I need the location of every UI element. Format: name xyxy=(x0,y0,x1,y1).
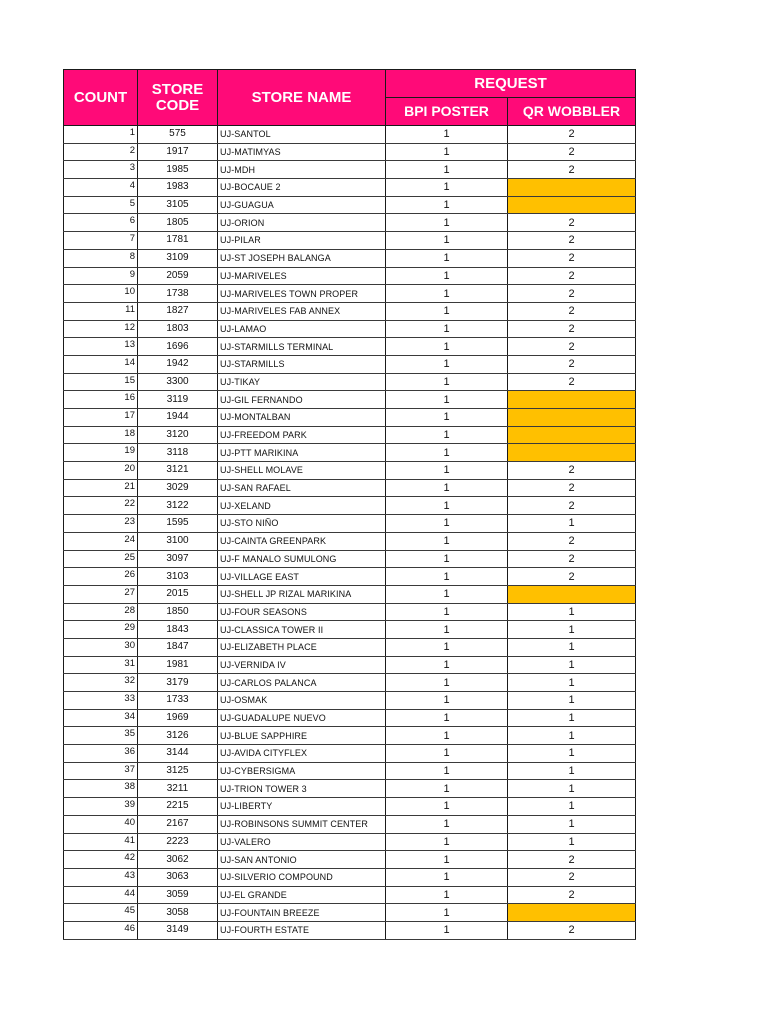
cell-bpi-poster: 1 xyxy=(386,886,508,904)
cell-count: 24 xyxy=(64,532,138,550)
table-row xyxy=(64,727,636,745)
cell-bpi-poster: 1 xyxy=(386,214,508,232)
table-row xyxy=(64,868,636,886)
cell-count: 8 xyxy=(64,249,138,267)
cell-store-code: 3103 xyxy=(138,568,218,586)
cell-qr-wobbler: 1 xyxy=(508,621,636,639)
store-request-table xyxy=(63,69,636,940)
cell-count: 37 xyxy=(64,762,138,780)
table-row xyxy=(64,638,636,656)
cell-store-code: 1969 xyxy=(138,709,218,727)
header-store-name: STORE NAME xyxy=(218,70,386,126)
cell-store-name: UJ-LAMAO xyxy=(218,320,386,338)
table-row xyxy=(64,621,636,639)
table-row xyxy=(64,762,636,780)
cell-store-name: UJ-VALERO xyxy=(218,833,386,851)
table-row xyxy=(64,780,636,798)
table-body xyxy=(64,126,636,940)
cell-qr-wobbler: 1 xyxy=(508,692,636,710)
cell-store-code: 1805 xyxy=(138,214,218,232)
cell-bpi-poster: 1 xyxy=(386,692,508,710)
cell-store-name: UJ-SAN ANTONIO xyxy=(218,851,386,869)
cell-store-name: UJ-GUADALUPE NUEVO xyxy=(218,709,386,727)
cell-store-code: 1733 xyxy=(138,692,218,710)
cell-bpi-poster: 1 xyxy=(386,409,508,427)
cell-store-code: 2167 xyxy=(138,815,218,833)
cell-count: 39 xyxy=(64,798,138,816)
cell-qr-wobbler: 1 xyxy=(508,515,636,533)
cell-store-name: UJ-PTT MARIKINA xyxy=(218,444,386,462)
cell-store-name: UJ-MARIVELES FAB ANNEX xyxy=(218,302,386,320)
header-store-code xyxy=(138,70,218,126)
header-bpi-poster: BPI POSTER xyxy=(386,98,508,126)
cell-qr-wobbler xyxy=(508,904,636,922)
cell-qr-wobbler: 2 xyxy=(508,479,636,497)
table-row xyxy=(64,532,636,550)
cell-store-name: UJ-SHELL MOLAVE xyxy=(218,462,386,480)
cell-count: 41 xyxy=(64,833,138,851)
table-row xyxy=(64,745,636,763)
cell-count: 44 xyxy=(64,886,138,904)
table-row xyxy=(64,674,636,692)
cell-bpi-poster: 1 xyxy=(386,568,508,586)
cell-store-code: 3120 xyxy=(138,426,218,444)
cell-count: 19 xyxy=(64,444,138,462)
cell-count: 18 xyxy=(64,426,138,444)
table-row xyxy=(64,568,636,586)
cell-bpi-poster: 1 xyxy=(386,285,508,303)
cell-bpi-poster: 1 xyxy=(386,868,508,886)
cell-qr-wobbler: 1 xyxy=(508,638,636,656)
cell-bpi-poster: 1 xyxy=(386,762,508,780)
cell-count: 5 xyxy=(64,196,138,214)
cell-count: 6 xyxy=(64,214,138,232)
cell-store-code: 3126 xyxy=(138,727,218,745)
cell-store-name: UJ-STARMILLS TERMINAL xyxy=(218,338,386,356)
cell-store-code: 1827 xyxy=(138,302,218,320)
cell-bpi-poster: 1 xyxy=(386,232,508,250)
cell-count: 4 xyxy=(64,179,138,197)
table-row xyxy=(64,320,636,338)
cell-store-code: 3122 xyxy=(138,497,218,515)
cell-bpi-poster: 1 xyxy=(386,479,508,497)
cell-count: 2 xyxy=(64,143,138,161)
table-row xyxy=(64,179,636,197)
cell-store-name: UJ-CAINTA GREENPARK xyxy=(218,532,386,550)
cell-count: 34 xyxy=(64,709,138,727)
cell-qr-wobbler: 2 xyxy=(508,214,636,232)
cell-count: 1 xyxy=(64,126,138,144)
cell-store-code: 3211 xyxy=(138,780,218,798)
cell-store-name: UJ-VILLAGE EAST xyxy=(218,568,386,586)
cell-store-name: UJ-F MANALO SUMULONG xyxy=(218,550,386,568)
cell-store-name: UJ-ROBINSONS SUMMIT CENTER xyxy=(218,815,386,833)
table-row xyxy=(64,709,636,727)
table-row xyxy=(64,497,636,515)
cell-store-code: 3062 xyxy=(138,851,218,869)
cell-store-code: 3058 xyxy=(138,904,218,922)
cell-count: 42 xyxy=(64,851,138,869)
cell-qr-wobbler: 1 xyxy=(508,815,636,833)
table-row xyxy=(64,692,636,710)
cell-bpi-poster: 1 xyxy=(386,462,508,480)
header-request: REQUEST xyxy=(386,70,636,98)
cell-store-name: UJ-FOUNTAIN BREEZE xyxy=(218,904,386,922)
cell-store-code: 1917 xyxy=(138,143,218,161)
cell-count: 10 xyxy=(64,285,138,303)
cell-bpi-poster: 1 xyxy=(386,921,508,939)
cell-qr-wobbler xyxy=(508,426,636,444)
cell-qr-wobbler: 1 xyxy=(508,745,636,763)
cell-qr-wobbler xyxy=(508,444,636,462)
cell-store-code: 3300 xyxy=(138,373,218,391)
cell-store-name: UJ-ELIZABETH PLACE xyxy=(218,638,386,656)
cell-count: 20 xyxy=(64,462,138,480)
cell-qr-wobbler: 2 xyxy=(508,568,636,586)
cell-qr-wobbler: 2 xyxy=(508,462,636,480)
cell-bpi-poster: 1 xyxy=(386,426,508,444)
cell-store-name: UJ-MATIMYAS xyxy=(218,143,386,161)
cell-bpi-poster: 1 xyxy=(386,161,508,179)
cell-store-name: UJ-BOCAUE 2 xyxy=(218,179,386,197)
cell-store-name: UJ-SAN RAFAEL xyxy=(218,479,386,497)
cell-store-name: UJ-ORION xyxy=(218,214,386,232)
table-row xyxy=(64,833,636,851)
table-row xyxy=(64,143,636,161)
cell-bpi-poster: 1 xyxy=(386,727,508,745)
cell-qr-wobbler: 1 xyxy=(508,833,636,851)
cell-bpi-poster: 1 xyxy=(386,798,508,816)
cell-qr-wobbler: 1 xyxy=(508,780,636,798)
cell-store-code: 3144 xyxy=(138,745,218,763)
cell-store-name: UJ-TIKAY xyxy=(218,373,386,391)
cell-store-code: 1781 xyxy=(138,232,218,250)
table-row xyxy=(64,479,636,497)
cell-count: 3 xyxy=(64,161,138,179)
cell-store-code: 1803 xyxy=(138,320,218,338)
table-row xyxy=(64,603,636,621)
cell-store-code: 3105 xyxy=(138,196,218,214)
cell-qr-wobbler: 2 xyxy=(508,338,636,356)
cell-bpi-poster: 1 xyxy=(386,249,508,267)
table-row xyxy=(64,515,636,533)
table-row xyxy=(64,851,636,869)
cell-qr-wobbler: 2 xyxy=(508,886,636,904)
cell-count: 40 xyxy=(64,815,138,833)
cell-store-name: UJ-CARLOS PALANCA xyxy=(218,674,386,692)
cell-store-name: UJ-XELAND xyxy=(218,497,386,515)
cell-store-name: UJ-PILAR xyxy=(218,232,386,250)
cell-count: 29 xyxy=(64,621,138,639)
cell-store-code: 3059 xyxy=(138,886,218,904)
cell-store-name: UJ-FOURTH ESTATE xyxy=(218,921,386,939)
cell-bpi-poster: 1 xyxy=(386,302,508,320)
cell-bpi-poster: 1 xyxy=(386,373,508,391)
table-row xyxy=(64,409,636,427)
cell-qr-wobbler: 2 xyxy=(508,285,636,303)
table-row xyxy=(64,232,636,250)
cell-count: 26 xyxy=(64,568,138,586)
cell-store-code: 3097 xyxy=(138,550,218,568)
cell-store-code: 3109 xyxy=(138,249,218,267)
table-row xyxy=(64,214,636,232)
cell-qr-wobbler: 2 xyxy=(508,921,636,939)
cell-store-name: UJ-SILVERIO COMPOUND xyxy=(218,868,386,886)
cell-qr-wobbler: 2 xyxy=(508,320,636,338)
cell-store-code: 1595 xyxy=(138,515,218,533)
cell-bpi-poster: 1 xyxy=(386,179,508,197)
cell-store-name: UJ-STO NIÑO xyxy=(218,515,386,533)
header-count: COUNT xyxy=(64,70,138,126)
table-row xyxy=(64,426,636,444)
cell-bpi-poster: 1 xyxy=(386,355,508,373)
table-row xyxy=(64,338,636,356)
cell-count: 9 xyxy=(64,267,138,285)
cell-bpi-poster: 1 xyxy=(386,904,508,922)
cell-qr-wobbler: 2 xyxy=(508,143,636,161)
cell-count: 23 xyxy=(64,515,138,533)
cell-store-code: 3118 xyxy=(138,444,218,462)
cell-count: 43 xyxy=(64,868,138,886)
cell-qr-wobbler: 2 xyxy=(508,355,636,373)
cell-count: 45 xyxy=(64,904,138,922)
cell-qr-wobbler: 2 xyxy=(508,497,636,515)
cell-store-name: UJ-BLUE SAPPHIRE xyxy=(218,727,386,745)
cell-qr-wobbler: 2 xyxy=(508,249,636,267)
cell-qr-wobbler: 2 xyxy=(508,161,636,179)
cell-store-code: 1696 xyxy=(138,338,218,356)
cell-count: 13 xyxy=(64,338,138,356)
cell-store-code: 1850 xyxy=(138,603,218,621)
cell-qr-wobbler xyxy=(508,409,636,427)
cell-qr-wobbler: 2 xyxy=(508,267,636,285)
cell-count: 33 xyxy=(64,692,138,710)
cell-qr-wobbler: 2 xyxy=(508,851,636,869)
cell-store-code: 3125 xyxy=(138,762,218,780)
cell-bpi-poster: 1 xyxy=(386,444,508,462)
cell-count: 7 xyxy=(64,232,138,250)
cell-store-code: 3100 xyxy=(138,532,218,550)
cell-store-code: 3029 xyxy=(138,479,218,497)
cell-store-name: UJ-SANTOL xyxy=(218,126,386,144)
cell-bpi-poster: 1 xyxy=(386,745,508,763)
table-row xyxy=(64,585,636,603)
cell-store-name: UJ-STARMILLS xyxy=(218,355,386,373)
table-header xyxy=(64,70,636,126)
cell-bpi-poster: 1 xyxy=(386,709,508,727)
cell-bpi-poster: 1 xyxy=(386,621,508,639)
cell-bpi-poster: 1 xyxy=(386,585,508,603)
table-row xyxy=(64,798,636,816)
cell-store-name: UJ-EL GRANDE xyxy=(218,886,386,904)
cell-bpi-poster: 1 xyxy=(386,550,508,568)
cell-qr-wobbler xyxy=(508,196,636,214)
table-row xyxy=(64,904,636,922)
cell-store-name: UJ-SHELL JP RIZAL MARIKINA xyxy=(218,585,386,603)
cell-store-name: UJ-ST JOSEPH BALANGA xyxy=(218,249,386,267)
cell-count: 38 xyxy=(64,780,138,798)
cell-count: 15 xyxy=(64,373,138,391)
cell-qr-wobbler xyxy=(508,179,636,197)
cell-qr-wobbler: 1 xyxy=(508,727,636,745)
table-row xyxy=(64,391,636,409)
cell-count: 21 xyxy=(64,479,138,497)
cell-count: 36 xyxy=(64,745,138,763)
table-row xyxy=(64,161,636,179)
cell-store-code: 1942 xyxy=(138,355,218,373)
cell-qr-wobbler: 2 xyxy=(508,373,636,391)
cell-store-name: UJ-OSMAK xyxy=(218,692,386,710)
cell-store-name: UJ-LIBERTY xyxy=(218,798,386,816)
cell-store-name: UJ-TRION TOWER 3 xyxy=(218,780,386,798)
table-row xyxy=(64,656,636,674)
cell-qr-wobbler xyxy=(508,391,636,409)
cell-store-name: UJ-CLASSICA TOWER II xyxy=(218,621,386,639)
cell-bpi-poster: 1 xyxy=(386,780,508,798)
cell-count: 25 xyxy=(64,550,138,568)
cell-qr-wobbler: 2 xyxy=(508,302,636,320)
cell-store-code: 1981 xyxy=(138,656,218,674)
cell-count: 14 xyxy=(64,355,138,373)
table-row xyxy=(64,886,636,904)
cell-bpi-poster: 1 xyxy=(386,833,508,851)
cell-count: 32 xyxy=(64,674,138,692)
header-store-code-label: STORE CODE xyxy=(151,80,204,114)
cell-store-name: UJ-FREEDOM PARK xyxy=(218,426,386,444)
cell-qr-wobbler: 2 xyxy=(508,532,636,550)
cell-qr-wobbler: 1 xyxy=(508,603,636,621)
cell-bpi-poster: 1 xyxy=(386,656,508,674)
cell-count: 11 xyxy=(64,302,138,320)
cell-store-code: 3149 xyxy=(138,921,218,939)
cell-qr-wobbler: 2 xyxy=(508,868,636,886)
cell-store-name: UJ-MARIVELES TOWN PROPER xyxy=(218,285,386,303)
cell-count: 46 xyxy=(64,921,138,939)
cell-qr-wobbler: 1 xyxy=(508,674,636,692)
cell-count: 35 xyxy=(64,727,138,745)
cell-count: 28 xyxy=(64,603,138,621)
cell-store-code: 2015 xyxy=(138,585,218,603)
cell-store-code: 2215 xyxy=(138,798,218,816)
cell-store-code: 1983 xyxy=(138,179,218,197)
cell-bpi-poster: 1 xyxy=(386,126,508,144)
cell-store-code: 3121 xyxy=(138,462,218,480)
store-request-sheet xyxy=(63,69,635,940)
cell-qr-wobbler xyxy=(508,585,636,603)
cell-bpi-poster: 1 xyxy=(386,851,508,869)
cell-store-name: UJ-FOUR SEASONS xyxy=(218,603,386,621)
table-row xyxy=(64,815,636,833)
cell-qr-wobbler: 2 xyxy=(508,232,636,250)
cell-bpi-poster: 1 xyxy=(386,196,508,214)
cell-store-code: 3063 xyxy=(138,868,218,886)
cell-count: 31 xyxy=(64,656,138,674)
table-row xyxy=(64,126,636,144)
table-row xyxy=(64,249,636,267)
cell-count: 27 xyxy=(64,585,138,603)
cell-store-code: 2223 xyxy=(138,833,218,851)
table-row xyxy=(64,550,636,568)
cell-qr-wobbler: 1 xyxy=(508,656,636,674)
cell-bpi-poster: 1 xyxy=(386,267,508,285)
cell-store-name: UJ-VERNIDA IV xyxy=(218,656,386,674)
cell-store-name: UJ-AVIDA CITYFLEX xyxy=(218,745,386,763)
cell-bpi-poster: 1 xyxy=(386,674,508,692)
cell-store-code: 1738 xyxy=(138,285,218,303)
cell-count: 30 xyxy=(64,638,138,656)
cell-count: 16 xyxy=(64,391,138,409)
table-row xyxy=(64,285,636,303)
cell-store-name: UJ-GUAGUA xyxy=(218,196,386,214)
table-row xyxy=(64,462,636,480)
table-row xyxy=(64,921,636,939)
cell-store-code: 3119 xyxy=(138,391,218,409)
table-row xyxy=(64,267,636,285)
cell-bpi-poster: 1 xyxy=(386,815,508,833)
cell-bpi-poster: 1 xyxy=(386,338,508,356)
cell-bpi-poster: 1 xyxy=(386,391,508,409)
cell-count: 17 xyxy=(64,409,138,427)
cell-qr-wobbler: 1 xyxy=(508,798,636,816)
table-row xyxy=(64,444,636,462)
cell-bpi-poster: 1 xyxy=(386,497,508,515)
cell-bpi-poster: 1 xyxy=(386,320,508,338)
table-row xyxy=(64,302,636,320)
cell-store-name: UJ-MONTALBAN xyxy=(218,409,386,427)
cell-qr-wobbler: 2 xyxy=(508,550,636,568)
cell-bpi-poster: 1 xyxy=(386,603,508,621)
cell-store-name: UJ-GIL FERNANDO xyxy=(218,391,386,409)
cell-bpi-poster: 1 xyxy=(386,638,508,656)
cell-store-code: 2059 xyxy=(138,267,218,285)
header-qr-wobbler: QR WOBBLER xyxy=(508,98,636,126)
cell-qr-wobbler: 1 xyxy=(508,709,636,727)
cell-store-name: UJ-CYBERSIGMA xyxy=(218,762,386,780)
cell-store-name: UJ-MDH xyxy=(218,161,386,179)
cell-store-code: 1847 xyxy=(138,638,218,656)
table-row xyxy=(64,196,636,214)
cell-bpi-poster: 1 xyxy=(386,143,508,161)
cell-store-code: 1843 xyxy=(138,621,218,639)
cell-store-code: 575 xyxy=(138,126,218,144)
cell-store-name: UJ-MARIVELES xyxy=(218,267,386,285)
cell-count: 12 xyxy=(64,320,138,338)
cell-store-code: 1944 xyxy=(138,409,218,427)
cell-qr-wobbler: 1 xyxy=(508,762,636,780)
table-row xyxy=(64,355,636,373)
cell-store-code: 1985 xyxy=(138,161,218,179)
cell-count: 22 xyxy=(64,497,138,515)
cell-qr-wobbler: 2 xyxy=(508,126,636,144)
cell-bpi-poster: 1 xyxy=(386,532,508,550)
cell-store-code: 3179 xyxy=(138,674,218,692)
table-row xyxy=(64,373,636,391)
cell-bpi-poster: 1 xyxy=(386,515,508,533)
